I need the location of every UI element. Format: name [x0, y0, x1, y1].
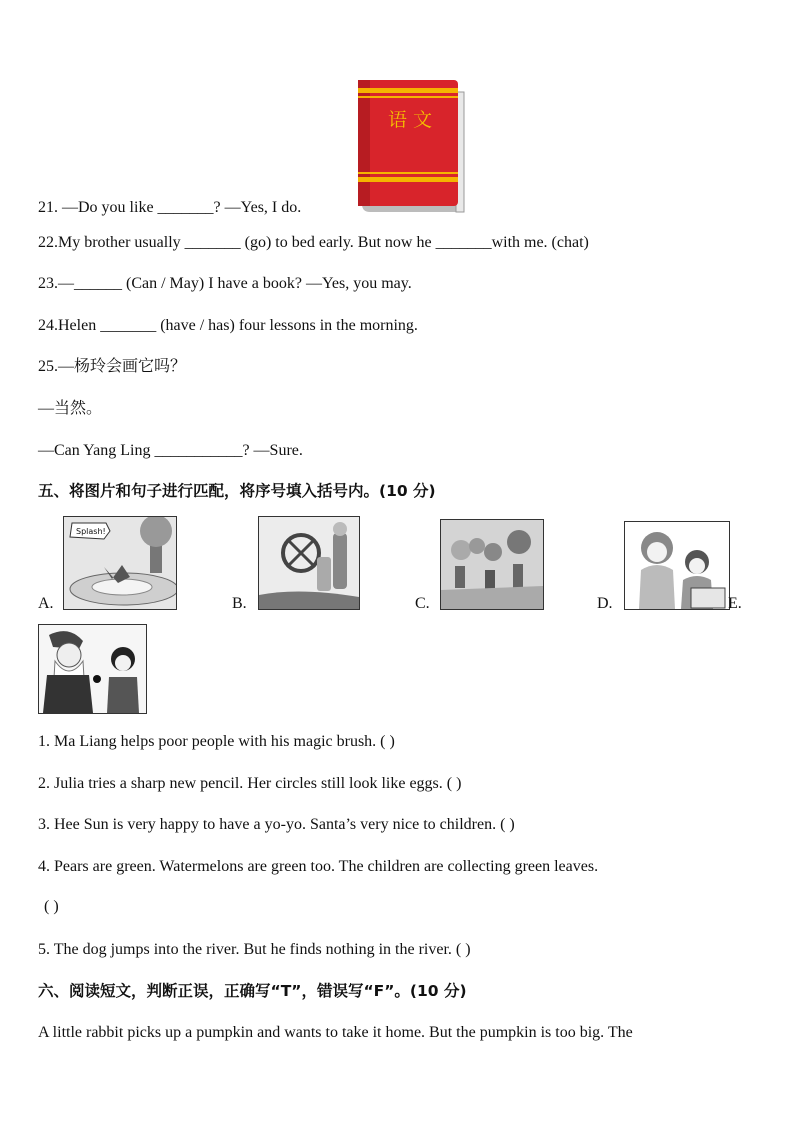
picture-c-children-leaves — [440, 519, 544, 610]
match-item-4: 4. Pears are green. Watermelons are green too. The children are collecting green leaves. — [38, 858, 599, 875]
section-5-heading: 五、将图片和句子进行匹配，将序号填入括号内。(10 分) — [38, 482, 436, 500]
book-title: 语 文 — [387, 109, 433, 131]
question-23: 23.—______ (Can / May) I have a book? —Yes, you may. — [38, 275, 412, 292]
reading-passage: A little rabbit picks up a pumpkin and wants to take it home. But the pumpkin is too big. The — [38, 1024, 633, 1041]
picture-e-santa-yoyo — [38, 624, 147, 714]
picture-b-ma-liang — [258, 516, 360, 610]
picture-label-e: E. — [728, 595, 742, 612]
picture-label-b: B. — [232, 595, 247, 612]
match-item-5: 5. The dog jumps into the river. But he finds nothing in the river. ( ) — [38, 941, 471, 958]
match-item-2: 2. Julia tries a sharp new pencil. Her circles still look like eggs. ( ) — [38, 775, 462, 792]
question-22: 22.My brother usually _______ (go) to bed early. But now he _______with me. (chat) — [38, 234, 589, 251]
picture-a-dog-splash — [63, 516, 177, 610]
question-25-english: —Can Yang Ling ___________? —Sure. — [38, 442, 303, 459]
picture-label-d: D. — [597, 595, 613, 612]
match-item-1: 1. Ma Liang helps poor people with his magic brush. ( ) — [38, 733, 395, 750]
chinese-textbook-illustration — [356, 76, 468, 214]
question-24: 24.Helen _______ (have / has) four lessons in the morning. — [38, 317, 418, 334]
question-21: 21. —Do you like _______? —Yes, I do. — [38, 199, 302, 216]
match-item-3: 3. Hee Sun is very happy to have a yo-yo. Santa’s very nice to children. ( ) — [38, 816, 515, 833]
picture-label-c: C. — [415, 595, 430, 612]
picture-label-a: A. — [38, 595, 54, 612]
match-item-4-answer: ( ) — [44, 898, 59, 915]
splash-caption: Splash! — [76, 527, 106, 536]
question-25-answer: —当然。 — [38, 400, 103, 417]
question-25: 25.—杨玲会画它吗？ — [38, 358, 187, 375]
picture-d-girls-drawing — [624, 521, 730, 610]
section-6-heading: 六、阅读短文，判断正误，正确写“T”，错误写“F”。(10 分) — [38, 982, 467, 1000]
